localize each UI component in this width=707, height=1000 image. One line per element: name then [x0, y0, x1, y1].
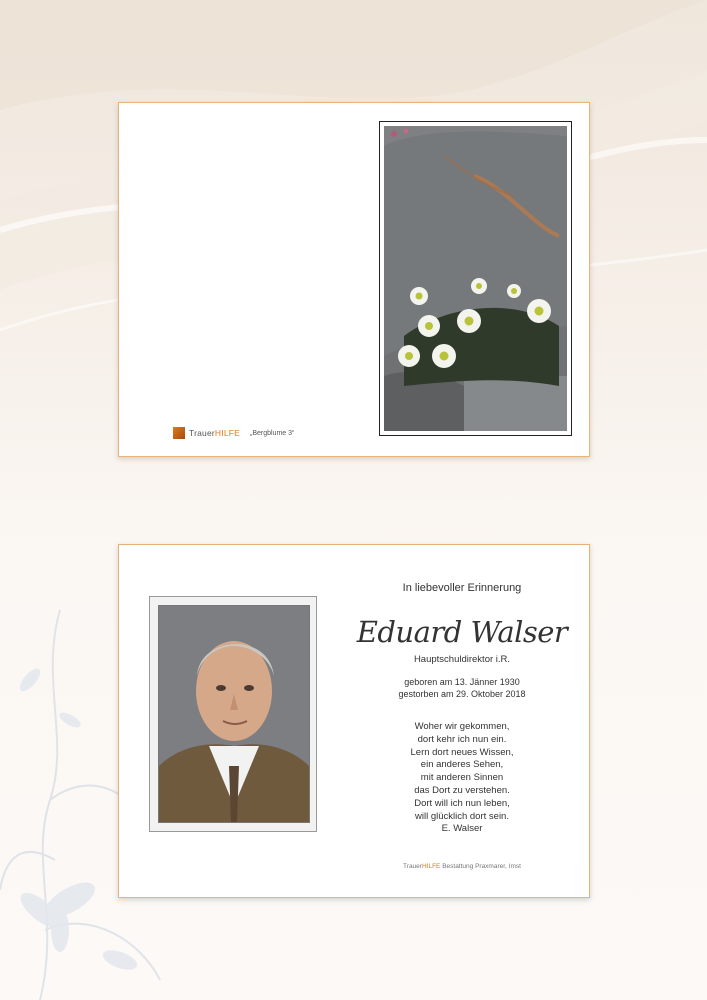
poem-line: will glücklich dort sein.: [415, 810, 509, 822]
portrait-photo: [158, 605, 310, 823]
intro-line: In liebevoller Erinnerung: [402, 582, 522, 594]
poem-line: ein anderes Sehen,: [420, 759, 504, 771]
front-card: [118, 102, 590, 457]
back-card: [118, 544, 590, 898]
flower-photo-frame: [379, 121, 572, 436]
birth-date: geboren am 13. Jänner 1930: [404, 677, 520, 687]
poem: [349, 721, 575, 836]
death-date: gestorben am 29. Oktober 2018: [398, 689, 526, 699]
design-caption: „Bergblume 3“: [250, 429, 295, 437]
brand-name: TrauerHILFE: [189, 428, 241, 438]
portrait-frame: [149, 596, 317, 832]
brand-mark: [173, 427, 294, 439]
portrait-image: [159, 606, 309, 822]
footer-brand: TrauerHILFE Bestattung Praxmarer, Imst: [403, 863, 521, 870]
deceased-title: Hauptschuldirektor i.R.: [413, 654, 511, 665]
life-dates: [349, 676, 575, 700]
poem-line: Lern dort neues Wissen,: [410, 746, 514, 758]
poem-line: das Dort zu verstehen.: [414, 784, 510, 796]
poem-line: dort kehr ich nun ein.: [417, 733, 507, 745]
poem-line: mit anderen Sinnen: [420, 772, 504, 784]
mountain-flower-photo: [384, 126, 567, 431]
poem-line: Woher wir gekommen,: [414, 721, 510, 732]
poem-author: E. Walser: [441, 823, 483, 835]
deceased-name: Eduard Walser: [356, 615, 568, 649]
trauerhilfe-logo-icon: [173, 427, 185, 439]
funeral-home: Bestattung Praxmarer, Imst: [442, 863, 521, 870]
poem-line: Dort will ich nun leben,: [414, 797, 510, 809]
